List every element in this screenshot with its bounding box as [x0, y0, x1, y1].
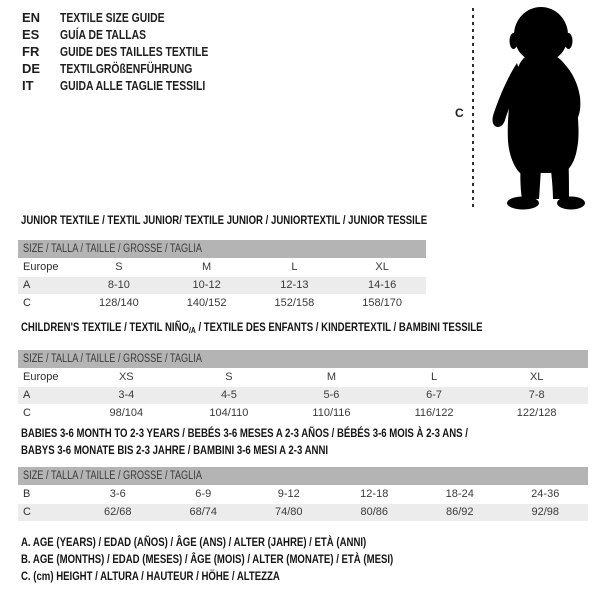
height-cell: 92/98 [531, 506, 560, 518]
row-label: Europe [23, 261, 59, 273]
babies-size-table [18, 467, 588, 521]
language-label: GUÍA DE TALLAS [60, 27, 147, 42]
table-row-age [18, 387, 588, 404]
row-label: B [23, 488, 31, 500]
height-cell: 116/122 [414, 407, 454, 419]
age-cell: 10-12 [192, 279, 221, 291]
language-list [22, 9, 245, 94]
footnote-b: B. AGE (MONTHS) / EDAD (MESES) / ÂGE (MOIS) / ALTER (MONATE) / ETÀ (MESI) [21, 552, 394, 566]
language-label: GUIDA ALLE TAGLIE TESSILI [60, 78, 206, 93]
row-label: C [23, 506, 31, 518]
row-label: A [23, 279, 31, 291]
age-cell: 6-7 [426, 389, 443, 401]
toddler-silhouette-image [487, 5, 600, 213]
table-row-age [18, 277, 426, 294]
junior-size-table [18, 240, 426, 312]
size-header-bar: SIZE / TALLA / TAILLE / GRÖSSE / TAGLIA [18, 467, 588, 485]
height-cell: 74/80 [274, 506, 303, 518]
subscript-a: /A [188, 325, 196, 335]
age-cell: 24-36 [531, 488, 560, 500]
age-cell: 9-12 [277, 488, 300, 500]
age-cell: 12-13 [280, 279, 309, 291]
footnote-legend [21, 534, 486, 585]
language-row-fr [22, 43, 245, 60]
table-row-europe [18, 259, 426, 276]
row-label: C [23, 297, 31, 309]
age-cell: 18-24 [445, 488, 474, 500]
language-row-de [22, 60, 245, 77]
size-cell: XL [529, 371, 544, 383]
table-row-age-months [18, 486, 588, 503]
table-row-europe [18, 369, 588, 386]
height-cell: 68/74 [189, 506, 218, 518]
age-cell: 7-8 [528, 389, 545, 401]
children-size-table [18, 350, 588, 422]
language-row-it [22, 77, 245, 94]
height-cell: 152/158 [274, 297, 315, 309]
age-cell: 3-4 [118, 389, 135, 401]
age-cell: 8-10 [107, 279, 130, 291]
babies-section-title: BABIES 3-6 MONTH TO 2-3 YEARS / BEBÉS 3-6 MESES A 2-3 AÑOS / BÉBÉS 3-6 MOIS À 2-3 ANS / BABYS 3-6 MONATE BIS 2-3 JAHRE / BAMBINI 3-6 MESI A 2-3 ANNI [21, 426, 468, 457]
row-label: C [23, 407, 31, 419]
language-label: TEXTILGRÖßENFÜHRUNG [60, 61, 193, 76]
language-row-en [22, 9, 245, 26]
size-cell: M [326, 371, 337, 383]
height-cell: 158/170 [362, 297, 402, 309]
height-measure-dotted-line [472, 8, 474, 207]
size-cell: XL [375, 261, 389, 273]
language-row-es [22, 26, 245, 43]
language-code: IT [22, 78, 34, 93]
height-measure-label: C [455, 106, 464, 120]
row-label: Europe [23, 371, 59, 383]
height-cell: 80/86 [360, 506, 389, 518]
size-cell: XS [118, 371, 134, 383]
table-row-height [18, 504, 588, 521]
language-code: FR [22, 44, 40, 59]
language-code: DE [22, 61, 41, 76]
size-header-bar: SIZE / TALLA / TAILLE / GRÖSSE / TAGLIA [18, 350, 588, 368]
age-cell: 5-6 [323, 389, 340, 401]
table-row-height [18, 405, 588, 422]
row-label: A [23, 389, 31, 401]
height-cell: 104/110 [209, 407, 249, 419]
language-code: EN [22, 10, 41, 25]
size-header-bar: SIZE / TALLA / TAILLE / GRÖSSE / TAGLIA [18, 240, 426, 258]
age-cell: 3-6 [109, 488, 126, 500]
age-cell: 12-18 [360, 488, 389, 500]
toddler-silhouette-svg [487, 5, 600, 213]
height-cell: 128/140 [98, 297, 139, 309]
size-cell: M [202, 261, 212, 273]
height-cell: 140/152 [186, 297, 227, 309]
language-label: TEXTILE SIZE GUIDE [60, 10, 165, 25]
age-cell: 4-5 [220, 389, 237, 401]
children-section-title: CHILDREN'S TEXTILE / TEXTIL NIÑO/A / TEXTILE DES ENFANTS / KINDERTEXTIL / BAMBINI TESSILE [21, 320, 483, 335]
height-cell: 86/92 [445, 506, 474, 518]
language-label: GUIDE DES TAILLES TEXTILE [60, 44, 209, 59]
size-cell: L [431, 371, 438, 383]
height-cell: 110/116 [312, 407, 351, 419]
table-row-height [18, 295, 426, 312]
height-cell: 98/104 [109, 407, 144, 419]
height-cell: 62/68 [103, 506, 132, 518]
size-cell: S [225, 371, 233, 383]
age-cell: 6-9 [195, 488, 212, 500]
age-cell: 14-16 [368, 279, 397, 291]
size-cell: S [115, 261, 123, 273]
height-cell: 122/128 [516, 407, 557, 419]
language-code: ES [22, 27, 40, 42]
footnote-c: C. (cm) HEIGHT / ALTURA / HAUTEUR / HÖHE / ALTEZZA [21, 569, 280, 583]
junior-section-title: JUNIOR TEXTILE / TEXTIL JUNIOR/ TEXTILE JUNIOR / JUNIORTEXTIL / JUNIOR TESSILE [21, 213, 428, 227]
footnote-a: A. AGE (YEARS) / EDAD (AÑOS) / ÂGE (ANS) / ALTER (JAHRE) / ETÀ (ANNI) [21, 535, 367, 549]
size-cell: L [291, 261, 298, 273]
